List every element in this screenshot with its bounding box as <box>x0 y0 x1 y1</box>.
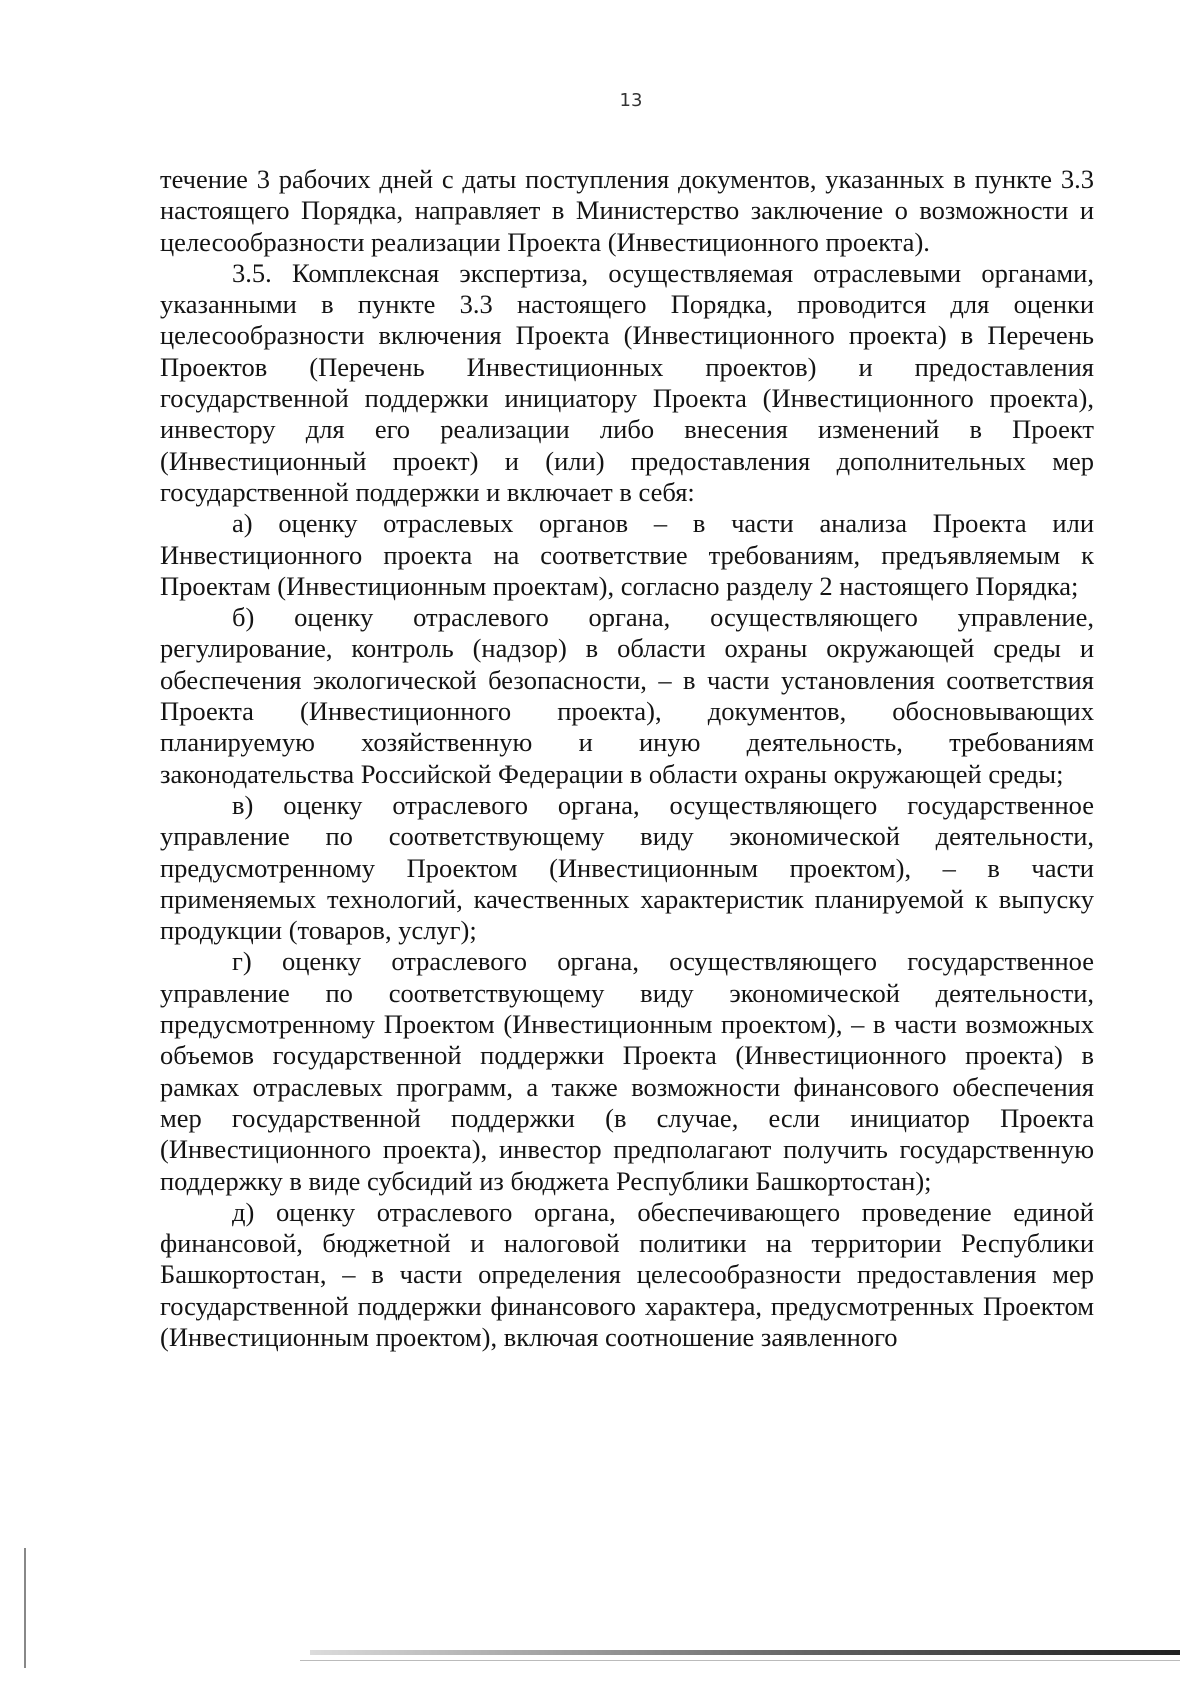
scan-edge-line-bottom <box>300 1660 1180 1661</box>
scan-edge-mark-left <box>24 1548 26 1668</box>
paragraph-item-b: б) оценку отраслевого органа, осуществляющего управление, регулирование, контроль (надзор) в области охраны окружающей среды и обеспечения экологической безопасности, – в части установления соответствия Проекта (Инвестиционного проекта), документов, обосновывающих планируемую хозяйственную и иную деятельность, требованиям законодательства Российской Федерации в области охраны окружающей среды; <box>160 602 1094 789</box>
paragraph-3-5: 3.5. Комплексная экспертиза, осуществляемая отраслевыми органами, указанными в пункте 3.3 настоящего Порядка, проводится для оценки целесообразности включения Проекта (Инвестиционного проекта) в Перечень Проектов (Перечень Инвестиционных проектов) и предоставления государственной поддержки инициатору Проекта (Инвестиционного проекта), инвестору для его реализации либо внесения изменений в Проект (Инвестиционный проект) и (или) предоставления дополнительных мер государственной поддержки и включает в себя: <box>160 257 1094 507</box>
paragraph-item-g: г) оценку отраслевого органа, осуществляющего государственное управление по соответствующему виду экономической деятельности, предусмотренному Проектом (Инвестиционным проектом), – в части возможных объемов государственной поддержки Проекта (Инвестиционного проекта) в рамках отраслевых программ, а также возможности финансового обеспечения мер государственной поддержки (в случае, если инициатор Проекта (Инвестиционного проекта), инвестор предполагают получить государственную поддержку в виде субсидий из бюджета Республики Башкортостан); <box>160 946 1094 1196</box>
paragraph-item-d: д) оценку отраслевого органа, обеспечивающего проведение единой финансовой, бюджетной и налоговой политики на территории Республики Башкортостан, – в части определения целесообразности предоставления мер государственной поддержки финансового характера, предусмотренных Проектом (Инвестиционным проектом), включая соотношение заявленного <box>160 1196 1094 1352</box>
paragraph-item-a: а) оценку отраслевых органов – в части анализа Проекта или Инвестиционного проекта на соответствие требованиям, предъявляемым к Проектам (Инвестиционным проектам), согласно разделу 2 настоящего Порядка; <box>160 508 1094 601</box>
document-body <box>160 164 1094 1353</box>
paragraph-item-v: в) оценку отраслевого органа, осуществляющего государственное управление по соответствующему виду экономической деятельности, предусмотренному Проектом (Инвестиционным проектом), – в части применяемых технологий, качественных характеристик планируемой к выпуску продукции (товаров, услуг); <box>160 789 1094 946</box>
page-number: 13 <box>619 90 643 111</box>
paragraph-continuation: течение 3 рабочих дней с даты поступления документов, указанных в пункте 3.3 настоящего Порядка, направляет в Министерство заключение о возможности и целесообразности реализации Проекта (Инвестиционного проекта). <box>160 164 1094 257</box>
scan-edge-mark-bottom <box>310 1650 1180 1655</box>
